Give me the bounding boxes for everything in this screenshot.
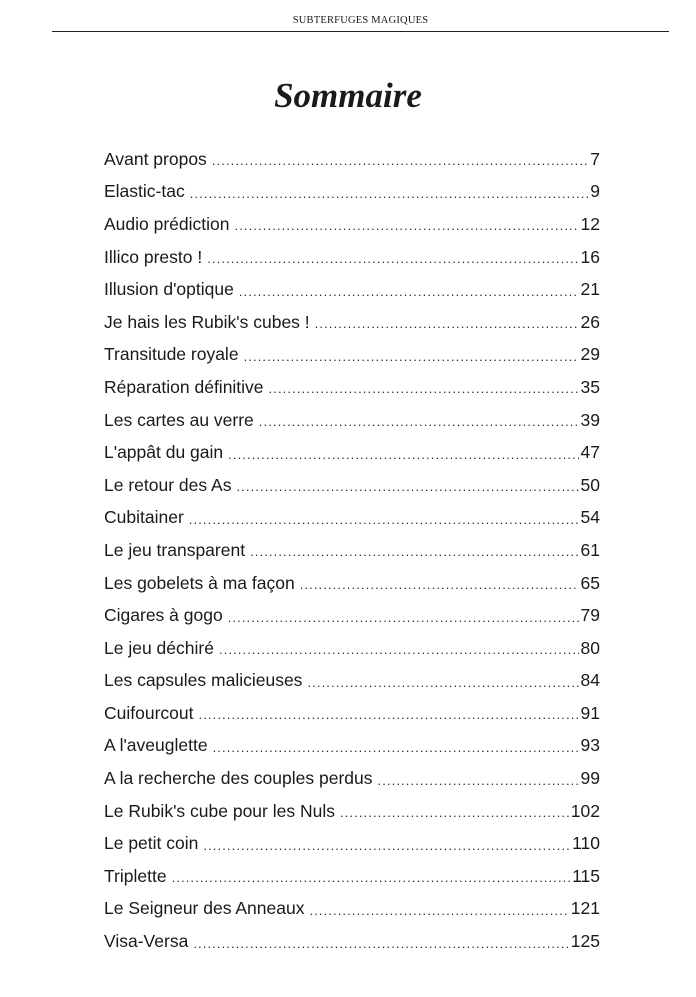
toc-entry-title: Le retour des As xyxy=(104,474,232,495)
toc-entry-page: 99 xyxy=(580,768,600,789)
toc-entry xyxy=(104,306,600,339)
dot-leader xyxy=(378,769,579,789)
dot-leader xyxy=(239,280,579,300)
dot-leader xyxy=(213,736,579,756)
dot-leader xyxy=(250,540,578,560)
toc-entry xyxy=(104,762,600,795)
toc-entry xyxy=(104,860,600,893)
toc-entry xyxy=(104,241,600,274)
toc-entry-page: 115 xyxy=(572,865,600,886)
dot-leader xyxy=(193,932,568,952)
dot-leader xyxy=(228,606,579,626)
toc-entry-page: 110 xyxy=(572,833,600,854)
dot-leader xyxy=(269,377,579,397)
toc-entry-title: Réparation définitive xyxy=(104,376,264,397)
toc-entry-title: Audio prédiction xyxy=(104,213,230,234)
dot-leader xyxy=(190,182,589,202)
toc-entry xyxy=(104,339,600,372)
toc-entry xyxy=(104,925,600,958)
toc-entry-title: Les capsules malicieuses xyxy=(104,670,303,691)
dot-leader xyxy=(307,671,578,691)
toc-entry-page: 16 xyxy=(580,246,600,267)
toc-entry xyxy=(104,534,600,567)
toc-entry xyxy=(104,795,600,828)
toc-entry xyxy=(104,436,600,469)
toc-entry-title: Illusion d'optique xyxy=(104,279,234,300)
toc-entry-page: 29 xyxy=(580,344,600,365)
toc-entry xyxy=(104,730,600,763)
toc-entry-page: 61 xyxy=(580,539,600,560)
toc-entry-page: 7 xyxy=(590,148,600,169)
toc-entry-page: 80 xyxy=(580,637,600,658)
toc-entry-title: Le Seigneur des Anneaux xyxy=(104,898,305,919)
running-header: SUBTERFUGES MAGIQUES xyxy=(52,13,669,32)
toc-entry xyxy=(104,697,600,730)
toc-entry xyxy=(104,567,600,600)
toc-entry-title: Cigares à gogo xyxy=(104,605,223,626)
toc-entry-page: 26 xyxy=(580,311,600,332)
toc-entry-page: 125 xyxy=(570,931,600,952)
toc-entry xyxy=(104,143,600,176)
toc-entry-title: Visa-Versa xyxy=(104,931,189,952)
toc-entry-page: 39 xyxy=(580,409,600,430)
toc-entry-page: 91 xyxy=(580,702,600,723)
toc-entry-title: Le Rubik's cube pour les Nuls xyxy=(104,800,335,821)
toc-entry-page: 121 xyxy=(570,898,600,919)
toc-entry-title: Avant propos xyxy=(104,148,207,169)
toc-entry xyxy=(104,632,600,665)
toc-entry-page: 79 xyxy=(580,605,600,626)
toc-entry-title: Illico presto ! xyxy=(104,246,203,267)
toc-entry-title: Transitude royale xyxy=(104,344,239,365)
toc-entry xyxy=(104,893,600,926)
dot-leader xyxy=(203,834,570,854)
toc-entry-page: 102 xyxy=(570,800,600,821)
toc-entry-page: 9 xyxy=(590,181,600,202)
toc-entry xyxy=(104,599,600,632)
dot-leader xyxy=(212,149,588,169)
toc-entry-page: 93 xyxy=(580,735,600,756)
toc-entry-title: Je hais les Rubik's cubes ! xyxy=(104,311,310,332)
dot-leader xyxy=(228,443,578,463)
toc-entry xyxy=(104,176,600,209)
toc-entry-page: 47 xyxy=(580,442,600,463)
dot-leader xyxy=(219,638,579,658)
toc-entry-title: Triplette xyxy=(104,865,167,886)
toc-entry-page: 65 xyxy=(580,572,600,593)
toc-entry-title: A la recherche des couples perdus xyxy=(104,768,373,789)
toc-entry xyxy=(104,665,600,698)
toc-entry xyxy=(104,827,600,860)
toc-entry-title: Cubitainer xyxy=(104,507,184,528)
toc-entry-page: 84 xyxy=(580,670,600,691)
toc-entry-title: Le petit coin xyxy=(104,833,199,854)
toc-entry-page: 54 xyxy=(580,507,600,528)
toc-entry xyxy=(104,469,600,502)
toc-entry-title: Les cartes au verre xyxy=(104,409,254,430)
toc-entry-title: A l'aveuglette xyxy=(104,735,208,756)
toc-entry-title: Le jeu transparent xyxy=(104,539,246,560)
toc-entry xyxy=(104,502,600,535)
dot-leader xyxy=(235,214,579,234)
toc-entry-page: 50 xyxy=(580,474,600,495)
toc-entry-page: 21 xyxy=(580,279,600,300)
dot-leader xyxy=(300,573,579,593)
toc-entry-title: Le jeu déchiré xyxy=(104,637,214,658)
dot-leader xyxy=(207,247,578,267)
dot-leader xyxy=(340,801,569,821)
toc-entry-page: 35 xyxy=(580,376,600,397)
toc-entry-title: Cuifourcout xyxy=(104,702,194,723)
toc-entry-page: 12 xyxy=(580,213,600,234)
toc-entry-title: L'appât du gain xyxy=(104,442,224,463)
dot-leader xyxy=(315,312,579,332)
dot-leader xyxy=(236,475,578,495)
toc-entry-title: Les gobelets à ma façon xyxy=(104,572,295,593)
toc-entry xyxy=(104,273,600,306)
dot-leader xyxy=(189,508,579,528)
dot-leader xyxy=(259,410,579,430)
toc-entry xyxy=(104,208,600,241)
dot-leader xyxy=(309,899,568,919)
dot-leader xyxy=(172,866,571,886)
toc-entry-title: Elastic-tac xyxy=(104,181,185,202)
dot-leader xyxy=(199,703,579,723)
dot-leader xyxy=(244,345,579,365)
table-of-contents xyxy=(104,143,600,958)
toc-entry xyxy=(104,404,600,437)
page-title: Sommaire xyxy=(274,76,422,115)
toc-entry xyxy=(104,371,600,404)
